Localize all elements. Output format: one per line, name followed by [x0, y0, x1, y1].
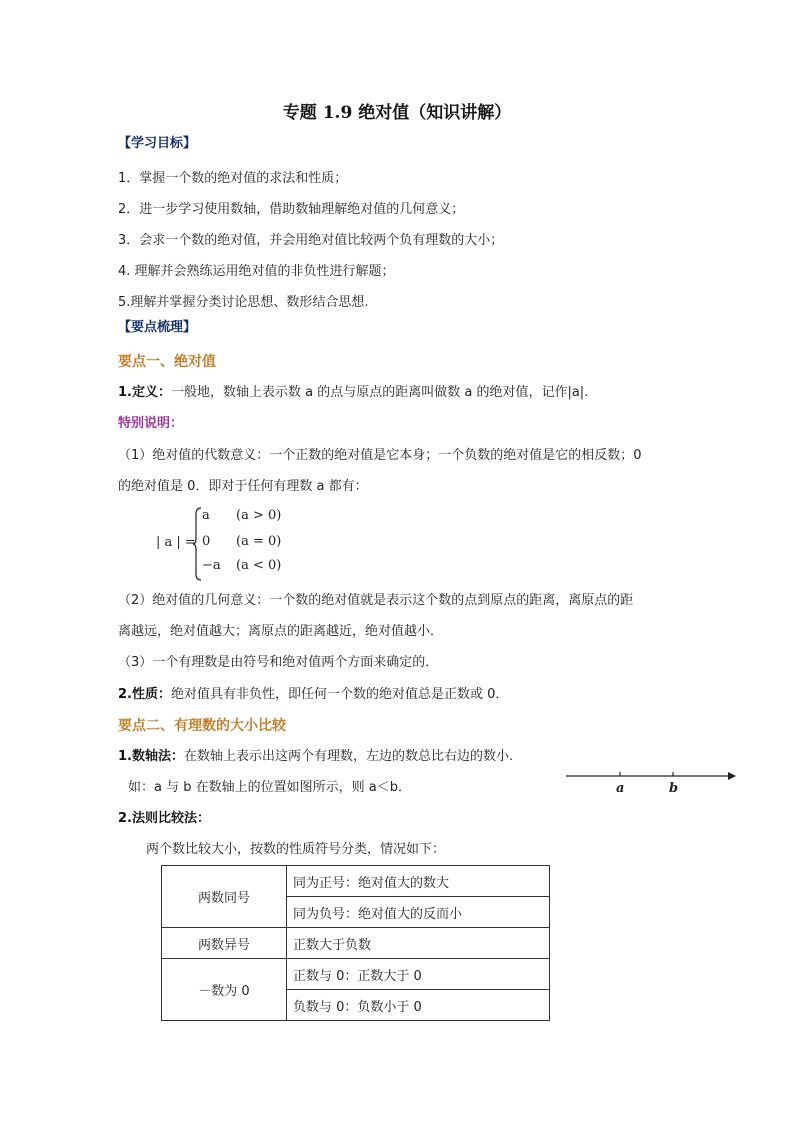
- special-note-label: 特别说明：: [118, 416, 184, 431]
- formula-case-negative-value: −a: [202, 558, 221, 573]
- point1-heading: 要点一、绝对值: [118, 354, 216, 370]
- geometric-meaning-line-1: （2）绝对值的几何意义：一个数的绝对值就是表示这个数的点到原点的距离，离原点的距: [118, 593, 634, 608]
- same-sign-cell: 两数同号: [162, 866, 287, 928]
- formula-case-negative-condition: (a < 0): [236, 558, 282, 573]
- goal-item-5: 5.理解并掌握分类讨论思想、数形结合思想.: [118, 295, 369, 310]
- number-line-method-text: 在数轴上表示出这两个有理数，左边的数总比右边的数小.: [183, 749, 514, 764]
- points-label: 【要点梳理】: [118, 320, 197, 335]
- formula-lhs: | a | =: [156, 535, 196, 550]
- table-row: [162, 928, 550, 959]
- goal-item-2: 2．进一步学习使用数轴，借助数轴理解绝对值的几何意义；: [118, 202, 465, 217]
- goal-item-1: 1．掌握一个数的绝对值的求法和性质；: [118, 171, 348, 186]
- algebraic-meaning-line-2: 的绝对值是 0．即对于任何有理数 a 都有：: [118, 479, 368, 494]
- number-line-method-line: [118, 747, 513, 767]
- table-row: [162, 866, 550, 897]
- point-a-label: a: [616, 781, 625, 796]
- zero-case-cell: －数为 0: [162, 959, 287, 1021]
- definition-line: [118, 383, 588, 403]
- zero-negative-cell: 负数与 0：负数小于 0: [287, 990, 550, 1021]
- goal-item-4: 4. 理解并会熟练运用绝对值的非负性进行解题；: [118, 264, 395, 279]
- geometric-meaning-line-2: 离越远，绝对值越大；离原点的距离越近，绝对值越小．: [118, 624, 444, 639]
- definition-text: 一般地，数轴上表示数 a 的点与原点的距离叫做数 a 的绝对值，记作|a|.: [170, 385, 589, 400]
- definition-label: 1.定义：: [118, 385, 171, 400]
- rule-method-label: 2.法则比较法：: [118, 811, 210, 826]
- absolute-value-formula: [156, 506, 296, 582]
- same-positive-cell: 同为正号：绝对值大的数大: [287, 866, 550, 897]
- comparison-table: [161, 865, 550, 1021]
- same-negative-cell: 同为负号：绝对值大的反而小: [287, 897, 550, 928]
- number-line-arrow-icon: [728, 772, 736, 780]
- algebraic-meaning-line-1: （1）绝对值的代数意义：一个正数的绝对值是它本身；一个负数的绝对值是它的相反数；0: [118, 448, 642, 463]
- formula-case-positive-condition: (a > 0): [236, 508, 282, 523]
- goals-label: 【学习目标】: [118, 136, 197, 151]
- rule-intro-text: 两个数比较大小，按数的性质符号分类，情况如下：: [146, 842, 446, 857]
- goal-item-3: 3．会求一个数的绝对值，并会用绝对值比较两个负有理数的大小；: [118, 233, 504, 248]
- formula-case-zero-value: 0: [202, 534, 211, 549]
- left-brace-icon: [192, 506, 202, 582]
- formula-case-zero-condition: (a = 0): [236, 534, 282, 549]
- property-line: [118, 685, 508, 705]
- page-title: 专题 1.9 绝对值（知识讲解）: [282, 103, 512, 123]
- determination-line: （3）一个有理数是由符号和绝对值两个方面来确定的．: [118, 655, 439, 670]
- point2-heading: 要点二、有理数的大小比较: [118, 718, 286, 734]
- different-sign-rule-cell: 正数大于负数: [287, 928, 550, 959]
- property-label: 2.性质：: [118, 687, 171, 702]
- example-line: 如：a 与 b 在数轴上的位置如图所示，则 a＜b．: [128, 780, 411, 795]
- property-text: 绝对值具有非负性，即任何一个数的绝对值总是正数或 0．: [170, 687, 509, 702]
- formula-case-positive-value: a: [202, 508, 210, 523]
- table-row: [162, 959, 550, 990]
- point-b-label: b: [669, 781, 679, 796]
- different-sign-cell: 两数异号: [162, 928, 287, 959]
- number-line-method-label: 1.数轴法：: [118, 749, 184, 764]
- number-line-diagram: [566, 766, 736, 798]
- zero-positive-cell: 正数与 0：正数大于 0: [287, 959, 550, 990]
